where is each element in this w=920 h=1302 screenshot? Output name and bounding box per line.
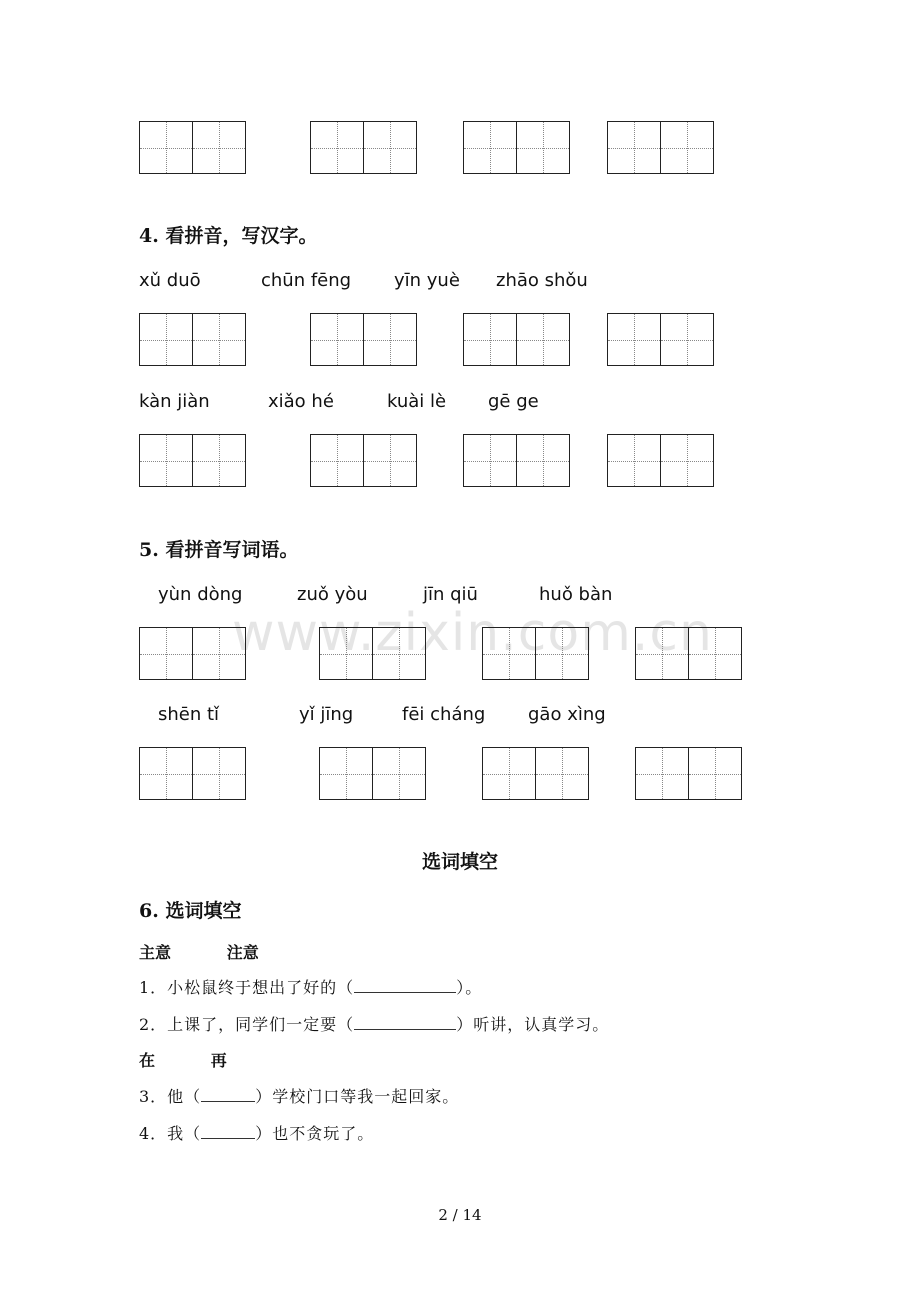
writing-box[interactable] bbox=[607, 434, 714, 487]
sentence-text: ）听讲，认真学习。 bbox=[456, 1015, 610, 1034]
sentence-text: ）学校门口等我一起回家。 bbox=[255, 1087, 460, 1106]
answer-blank[interactable] bbox=[354, 1015, 456, 1030]
sentence-text: 3．他（ bbox=[139, 1087, 202, 1106]
pinyin-label: gē ge bbox=[488, 391, 539, 412]
pinyin-label: yīn yuè bbox=[394, 270, 460, 291]
writing-box[interactable] bbox=[635, 627, 742, 680]
word-choices: 在 再 bbox=[139, 1051, 227, 1070]
writing-box[interactable] bbox=[310, 121, 417, 174]
writing-box[interactable] bbox=[607, 121, 714, 174]
pinyin-label: yǐ jīng bbox=[299, 704, 354, 725]
pinyin-label: kuài lè bbox=[387, 391, 447, 412]
pinyin-label: zhāo shǒu bbox=[496, 270, 588, 291]
writing-box[interactable] bbox=[310, 434, 417, 487]
writing-box[interactable] bbox=[482, 747, 589, 800]
answer-blank[interactable] bbox=[201, 1087, 255, 1102]
section-5-heading: 5. 看拼音写词语。 bbox=[139, 539, 299, 561]
section-4-heading: 4. 看拼音，写汉字。 bbox=[139, 225, 318, 247]
pinyin-label: fēi cháng bbox=[402, 704, 486, 725]
pinyin-label: kàn jiàn bbox=[139, 391, 210, 412]
writing-box[interactable] bbox=[463, 434, 570, 487]
answer-blank[interactable] bbox=[354, 978, 456, 993]
answer-blank[interactable] bbox=[201, 1124, 255, 1139]
sentence-1 bbox=[139, 975, 482, 998]
sentence-text: ）也不贪玩了。 bbox=[255, 1124, 375, 1143]
sentence-text: ）。 bbox=[456, 978, 483, 997]
page-number: 2 / 14 bbox=[438, 1206, 482, 1224]
sentence-text: 2．上课了，同学们一定要（ bbox=[139, 1015, 355, 1034]
word-choices: 主意 注意 bbox=[139, 943, 259, 962]
pinyin-label: gāo xìng bbox=[528, 704, 606, 725]
pinyin-label: yùn dòng bbox=[158, 584, 243, 605]
section-6-heading: 6. 选词填空 bbox=[139, 900, 242, 922]
writing-box[interactable] bbox=[139, 627, 246, 680]
pinyin-label: jīn qiū bbox=[423, 584, 478, 605]
writing-box[interactable] bbox=[310, 313, 417, 366]
sentence-2 bbox=[139, 1012, 609, 1035]
sentence-text: 4．我（ bbox=[139, 1124, 202, 1143]
writing-box[interactable] bbox=[482, 627, 589, 680]
writing-box[interactable] bbox=[139, 121, 246, 174]
writing-box[interactable] bbox=[139, 434, 246, 487]
writing-box[interactable] bbox=[139, 747, 246, 800]
sentence-text: 1．小松鼠终于想出了好的（ bbox=[139, 978, 355, 997]
pinyin-label: chūn fēng bbox=[261, 270, 352, 291]
pinyin-label: huǒ bàn bbox=[539, 584, 613, 605]
pinyin-label: xǔ duō bbox=[139, 270, 201, 291]
writing-box[interactable] bbox=[319, 747, 426, 800]
writing-box[interactable] bbox=[607, 313, 714, 366]
writing-box[interactable] bbox=[463, 313, 570, 366]
sentence-3 bbox=[139, 1084, 459, 1107]
writing-box[interactable] bbox=[319, 627, 426, 680]
writing-box[interactable] bbox=[139, 313, 246, 366]
writing-box[interactable] bbox=[635, 747, 742, 800]
writing-box[interactable] bbox=[463, 121, 570, 174]
sentence-4 bbox=[139, 1121, 374, 1144]
part-title: 选词填空 bbox=[421, 851, 498, 873]
pinyin-label: zuǒ yòu bbox=[297, 584, 368, 605]
pinyin-label: xiǎo hé bbox=[268, 391, 334, 412]
watermark: www.zixin.com.cn bbox=[232, 603, 713, 663]
pinyin-label: shēn tǐ bbox=[158, 704, 220, 725]
